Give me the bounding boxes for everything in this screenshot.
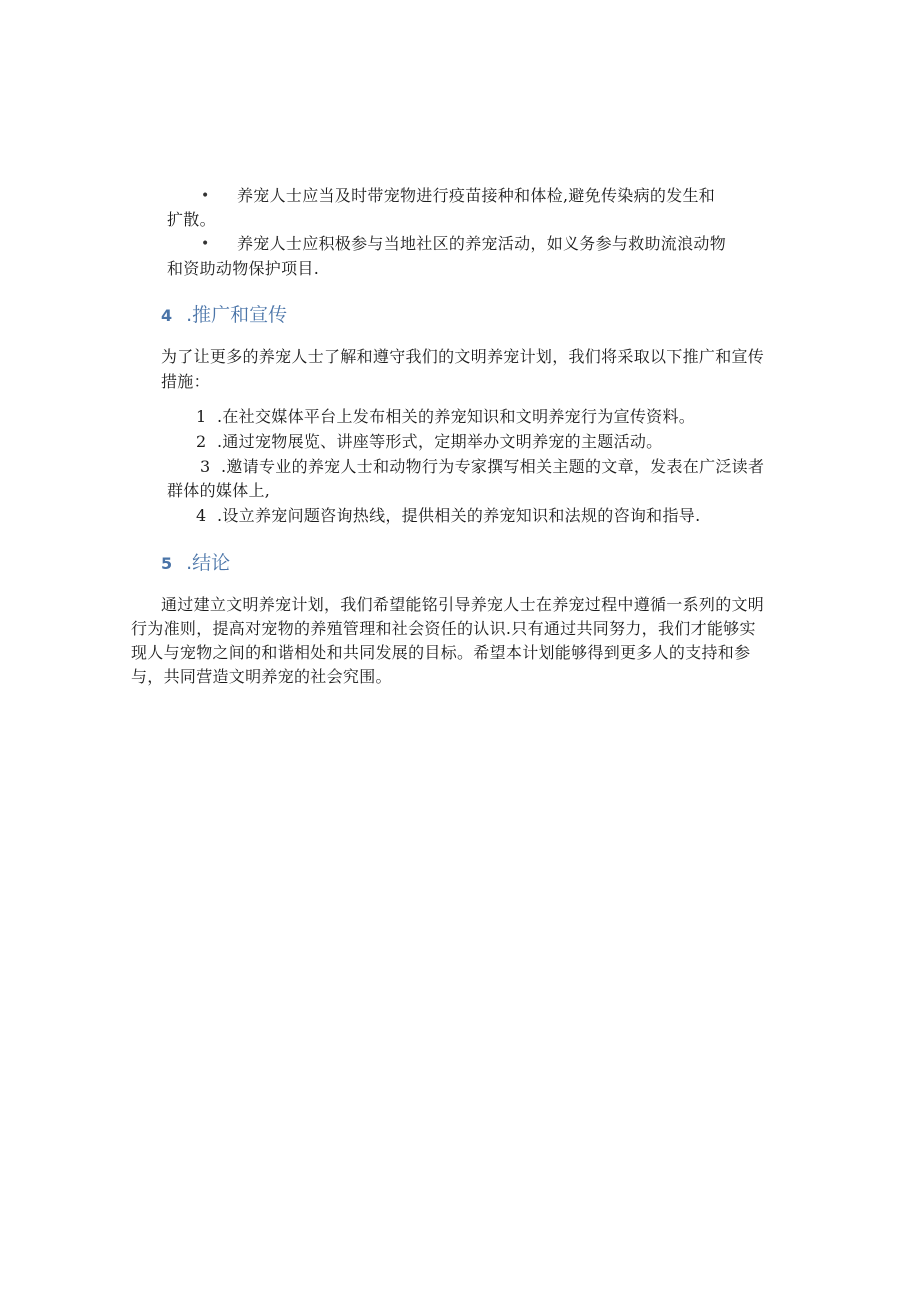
section-5-title: .结论 bbox=[186, 552, 231, 574]
section-4-intro-line-1: 为了让更多的养宠人士了解和遵守我们的文明养宠计划，我们将采取以下推广和宣传 bbox=[161, 347, 765, 366]
list-item-number: 4 bbox=[196, 506, 207, 525]
conclusion-line-3: 现人与宠物之间的和谐相处和共同发展的目标。希望本计划能够得到更多人的支持和参 bbox=[131, 643, 751, 662]
conclusion-line-2: 行为准则，提高对宠物的养殖管理和社会资任的认识.只有通过共同努力，我们才能够实 bbox=[131, 619, 756, 638]
section-5-number: 5 bbox=[161, 554, 173, 573]
conclusion-line-4: 与，共同营造文明养宠的社会究围。 bbox=[131, 667, 392, 686]
bullet-marker: • bbox=[201, 188, 210, 204]
list-item-number: 3 bbox=[200, 457, 211, 476]
list-item-3-line-1: .邀请专业的养宠人士和动物行为专家撰写相关主题的文章，发表在广泛读者 bbox=[221, 457, 765, 476]
list-item-number: 1 bbox=[196, 407, 207, 426]
section-4-intro-line-2: 措施： bbox=[161, 372, 210, 391]
list-item-1: .在社交媒体平台上发布相关的养宠知识和文明养宠行为宣传资料。 bbox=[217, 407, 696, 426]
bullet-1-line-2: 扩散。 bbox=[167, 210, 216, 229]
list-item-4: .设立养宠问题咨询热线，提供相关的养宠知识和法规的咨询和指导. bbox=[217, 506, 701, 525]
conclusion-line-1: 通过建立文明养宠计划，我们希望能铭引导养宠人士在养宠过程中遵循一系列的文明 bbox=[161, 595, 765, 614]
bullet-marker: • bbox=[201, 236, 210, 252]
bullet-2-line-2: 和资助动物保护项目. bbox=[167, 259, 320, 278]
section-4-number: 4 bbox=[161, 306, 173, 325]
section-5-heading bbox=[161, 551, 230, 576]
list-item-2: .通过宠物展览、讲座等形式，定期举办文明养宠的主题活动。 bbox=[217, 432, 663, 451]
bullet-2-line-1: 养宠人士应积极参与当地社区的养宠活动，如义务参与救助流浪动物 bbox=[237, 234, 727, 253]
section-4-title: .推广和宣传 bbox=[186, 304, 288, 326]
list-item-3-line-2: 群体的媒体上, bbox=[167, 481, 271, 500]
bullet-1-line-1: 养宠人士应当及时带宠物进行疫苗接种和体检,避免传染病的发生和 bbox=[237, 186, 716, 205]
list-item-number: 2 bbox=[196, 432, 207, 451]
section-4-heading bbox=[161, 303, 287, 328]
